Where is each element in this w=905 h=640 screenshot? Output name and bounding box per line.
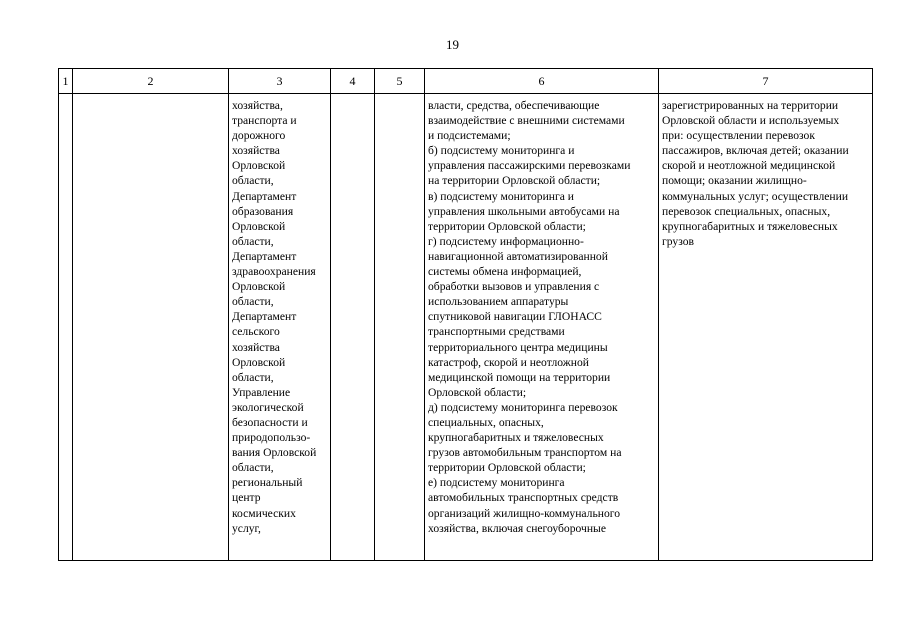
column-header-3: 3 (229, 69, 331, 94)
column-header-5: 5 (375, 69, 425, 94)
cell-col-6-text: власти, средства, обеспечивающие взаимодействие с внешними системами и подсистемами; б) подсистему мониторинга и управления пассажирскими перевозками на территории Орловской области; в) подсистему мониторинга и управления школьными автобусами на территории Орловской области; г) подсистему информационно- навигационной автоматизированной системы обмена информацией, обработки вызовов и управления с использованием аппаратуры спутниковой навигации ГЛОНАСС транспортными средствами территориального центра медицины катастроф, скорой и неотложной медицинской помощи на территории Орловской области; д) подсистему мониторинга перевозок специальных, опасных, крупногабаритных и тяжеловесных грузов автомобильным транспортом на территории Орловской области; е) подсистему мониторинга автомобильных транспортных средств организаций жилищно-коммунального хозяйства, включая снегоуборочные (428, 99, 631, 535)
cell-col-7-text: зарегистрированных на территории Орловской области и используемых при: осуществлении перевозок пассажиров, включая детей; оказании скорой и неотложной медицинской помощи; оказании жилищно- коммунальных услуг; осуществлении перевозок специальных, опасных, крупногабаритных и тяжеловесных грузов (662, 99, 849, 248)
cell-col-3-text: хозяйства, транспорта и дорожного хозяйства Орловской области, Департамент образования Орловской области, Департамент здравоохранения Орловской области, Департамент сельского хозяйства Орловской области, Управление экологической безопасности и природопользо- вания Орловской области, региональный центр космических услуг, (232, 99, 317, 535)
column-header-1: 1 (59, 69, 73, 94)
cell-col-3 (229, 94, 331, 561)
cell-col-6 (425, 94, 659, 561)
cell-col-7 (659, 94, 873, 561)
column-header-6: 6 (425, 69, 659, 94)
cell-col-1 (59, 94, 73, 561)
page-number: 19 (446, 37, 459, 52)
content-table (58, 68, 873, 561)
table-row (59, 94, 873, 561)
column-header-2: 2 (73, 69, 229, 94)
header-row (59, 69, 873, 94)
column-header-7: 7 (659, 69, 873, 94)
column-header-4: 4 (331, 69, 375, 94)
cell-col-4 (331, 94, 375, 561)
cell-col-2 (73, 94, 229, 561)
cell-col-5 (375, 94, 425, 561)
